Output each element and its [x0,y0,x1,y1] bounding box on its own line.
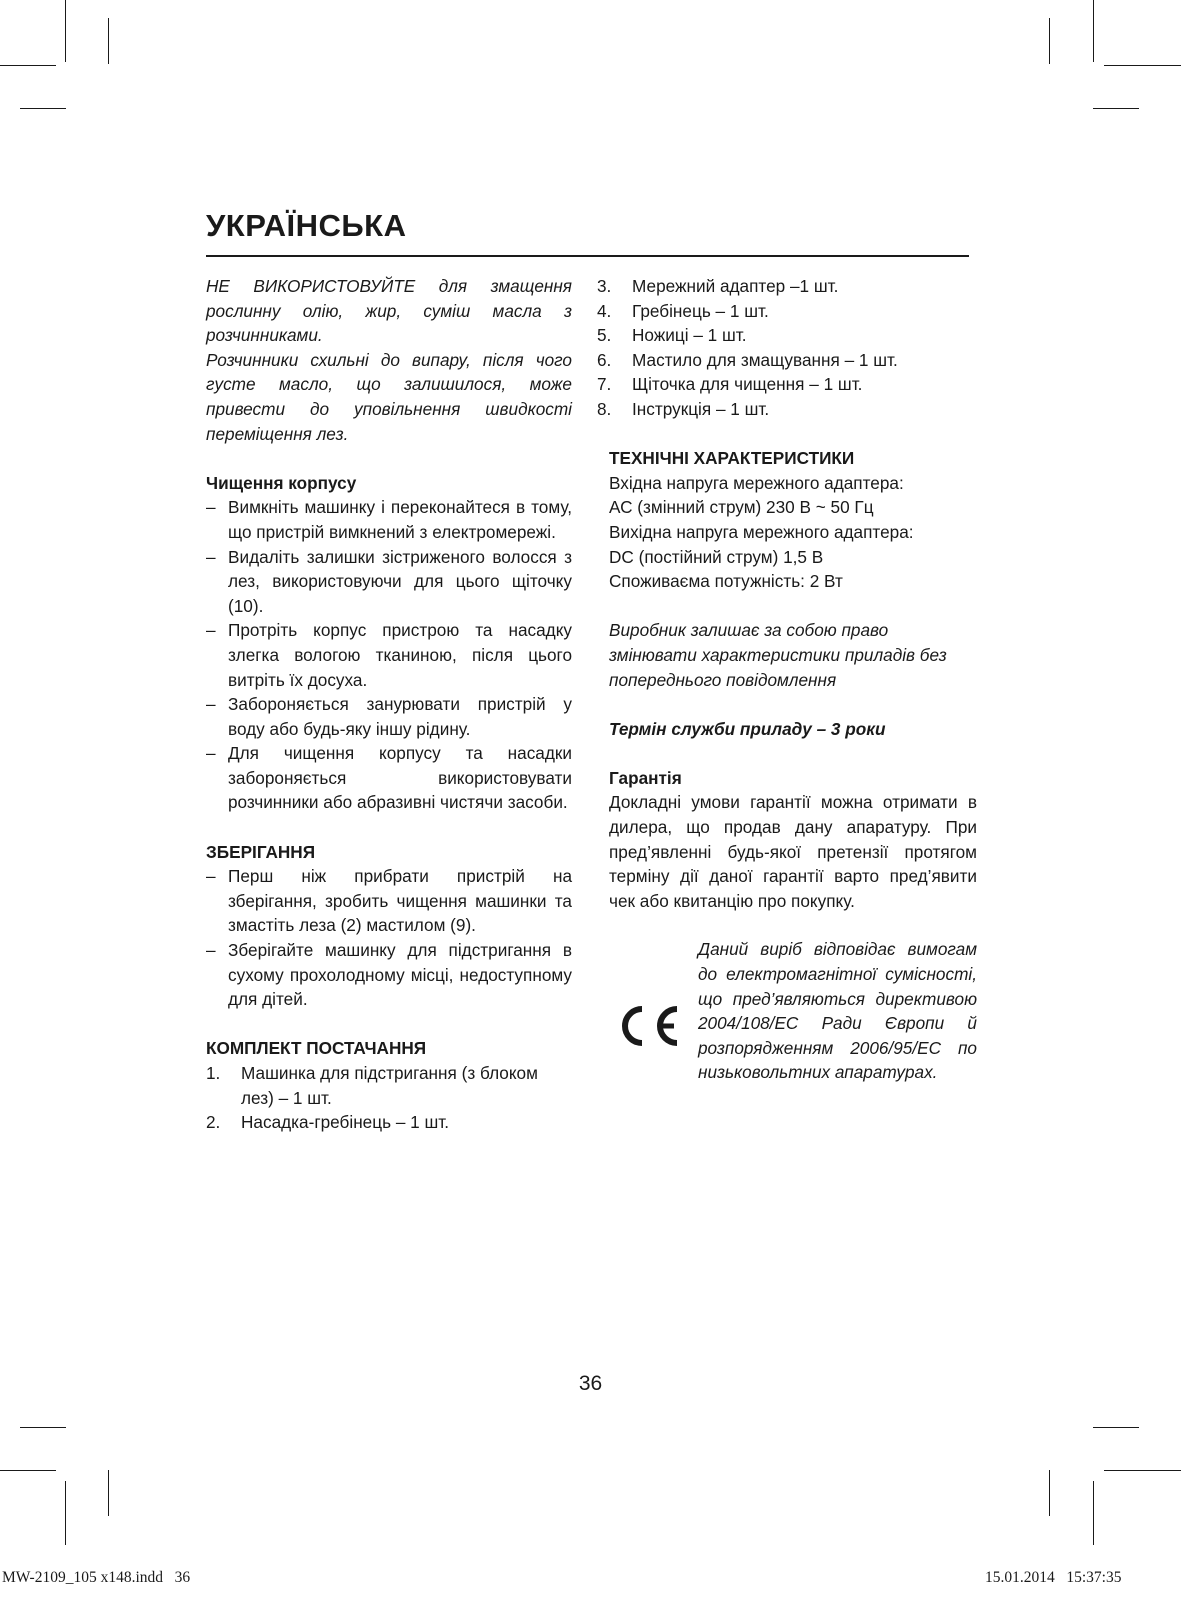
crop-mark [0,65,56,66]
list-item: 7. Щіточка для чищення – 1 шт. [597,374,863,395]
spec-line: DC (постійний струм) 1,5 В [609,546,824,567]
crop-mark [20,108,66,109]
section-heading: Гарантія [609,767,682,788]
list-item: 1. Машинка для підстригання (з блоком лез) – 1 шт. [206,1063,538,1108]
package-list-continued [597,274,977,422]
spec-line: АС (змінний струм) 230 В ~ 50 Гц [609,497,874,518]
crop-mark [0,1470,56,1471]
crop-mark [1104,1470,1181,1471]
spec-line: Споживаєма потужність: 2 Вт [609,571,843,592]
list-item: 2. Насадка-гребінець – 1 шт. [206,1112,450,1133]
crop-mark [1093,0,1094,62]
list-item: – Вимкніть машинку і переконайтеся в тому, що пристрій вимкнений з електромережі. [206,497,572,542]
section-heading: Чищення корпусу [206,472,357,493]
ce-statement: Даний виріб відповідає вимогам до електромагнітної сумісності, що пред’являються директивою 2004/108/ЕС Ради Європи й розпорядженням 2006/95/ЕС по низьковольтних апаратурах. [698,939,977,1083]
section-heading: КОМПЛЕКТ ПОСТАЧАННЯ [206,1038,427,1059]
crop-mark [1093,1427,1139,1428]
crop-mark [1049,18,1050,64]
crop-mark [20,1427,66,1428]
crop-mark [1093,108,1139,109]
section-heading: ТЕХНІЧНІ ХАРАКТЕРИСТИКИ [609,448,855,469]
ce-mark-icon [611,1001,683,1051]
cleaning-list [206,495,572,815]
list-item: – Перш ніж прибрати пристрій на зберігання, зробить чищення машинки та змастіть леза (2) мастилом (9). [206,866,572,936]
list-item: 5. Ножиці – 1 шт. [597,325,747,346]
title-rule [206,255,969,257]
crop-mark [1049,1470,1050,1516]
left-column [206,274,572,1135]
manufacturer-note: Виробник залишає за собою право змінювати характеристики приладів без попереднього повідомлення [609,620,947,690]
storage-list [206,864,572,1012]
warning-text: НЕ ВИКОРИСТОВУЙТЕ для змащення рослинну олію, жир, суміш масла з розчинниками. [206,276,572,346]
service-life: Термін служби приладу – 3 роки [609,718,886,739]
list-item: – Для чищення корпусу та насадки забороняється використовувати розчинники або абразивні чистячи засоби. [206,743,572,813]
crop-mark [1093,1481,1094,1545]
right-column [597,274,977,1117]
list-item: 8. Інструкція – 1 шт. [597,398,770,419]
list-item: – Протріть корпус пристрою та насадку злегка вологою тканиною, після цього витріть їх досуха. [206,620,572,690]
list-item: – Зберігайте машинку для підстригання в сухому прохолодному місці, недоступному для дітей. [206,940,572,1010]
page-title: УКРАЇНСЬКА [206,208,407,243]
list-item: – Видаліть залишки зістриженого волосся з лез, використовуючи для цього щіточку (10). [206,546,572,616]
slug-file-info: MW-2109_105 x148.indd 36 [2,1569,191,1586]
crop-mark [65,0,66,62]
ce-compliance [609,937,977,1117]
list-item: – Забороняється занурювати пристрій у воду або будь-яку іншу рідину. [206,694,572,739]
warning-text: Розчинники схильні до випару, після чого густе масло, що залишилося, може привести до уповільнення швидкості переміщення лез. [206,349,572,444]
package-list [206,1061,572,1135]
slug-datetime: 15.01.2014 15:37:35 [985,1569,1122,1586]
spec-line: Вхідна напруга мережного адаптера: [609,472,904,493]
list-item: 6. Мастило для змащування – 1 шт. [597,349,898,370]
crop-mark [1104,65,1181,66]
list-item: 3. Мережний адаптер –1 шт. [597,276,839,296]
list-item: 4. Гребінець – 1 шт. [597,300,769,321]
crop-mark [108,1470,109,1516]
spec-line: Вихідна напруга мережного адаптера: [609,521,914,542]
section-heading: ЗБЕРІГАННЯ [206,841,316,862]
page-number: 36 [578,1372,603,1395]
crop-mark [108,18,109,64]
crop-mark [65,1481,66,1545]
warranty-text: Докладні умови гарантії можна отримати в дилера, що продав дану апаратуру. При пред’явленні будь-якої претензії протягом терміну дії даної гарантії варто пред’явити чек або квитанцію про покупку. [609,792,977,911]
